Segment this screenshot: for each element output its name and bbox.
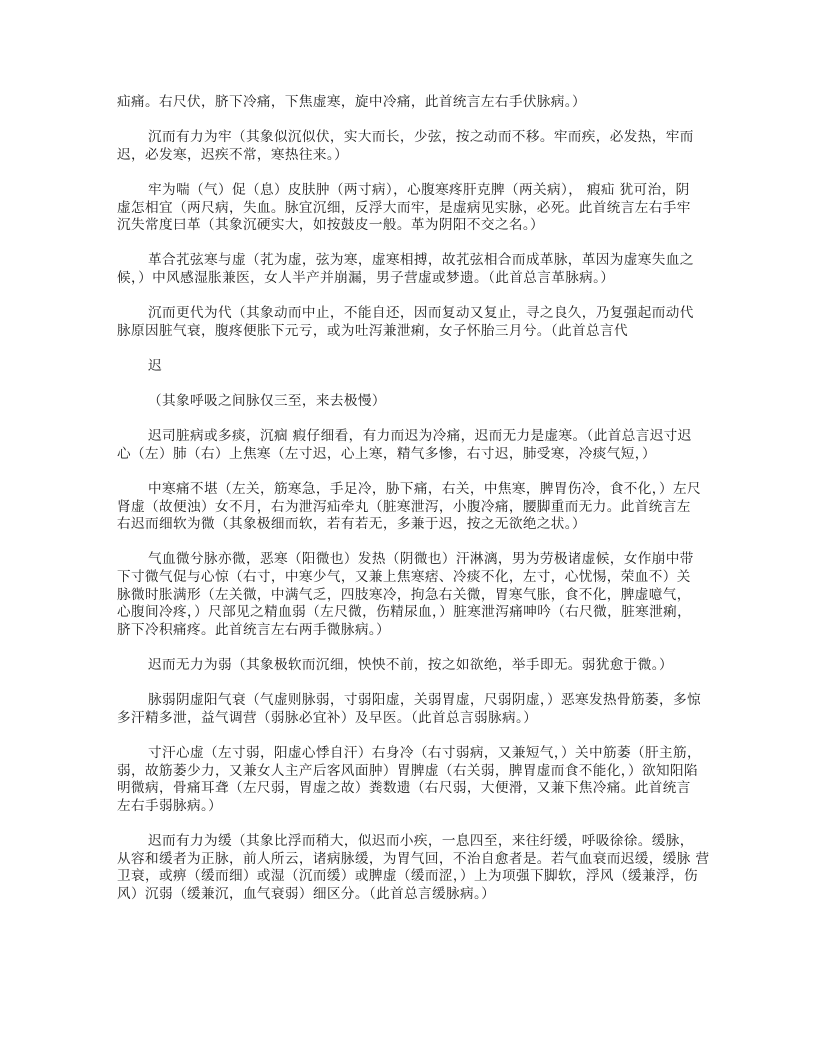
paragraph (117, 358, 707, 376)
text-line: 沉而更代为代（其象动而中止，不能自还，因而复动又复止，寻之良久，乃复强起而动代 (148, 305, 694, 322)
paragraph (117, 657, 707, 675)
text-line: 虚怎相宜（两尺病，失血。脉宜沉细，反浮大而牢，是虚病见实脉，必死。此首统言左右手牢 (117, 199, 691, 216)
text-line: 沉而有力为牢（其象似沉似伏，实大而长，少弦，按之动而不移。牢而疾，必发热，牢而 (148, 129, 694, 146)
text-line: 右迟而细软为微（其象极细而软，若有若无，多兼于迟，按之无欲绝之状。） (117, 516, 586, 533)
text-line: 左右手弱脉病。） (117, 797, 223, 814)
text-line: 从容和缓者为正脉，前人所云，诸病脉缓，为胃气回，不治自愈者是。若气血衰而迟缓，缓脉 营 (117, 850, 710, 867)
text-line: 肾虚（故便浊）女不月，右为泄泻疝牵丸（脏寒泄泻，小腹冷痛，腰脚重而无力。此首统言左 (117, 498, 691, 515)
text-line: 明微病，骨痛耳聋（左尺弱，胃虚之故）粪数遗（右尺弱，大便滑，又兼下焦冷痛。此首统言 (117, 780, 691, 797)
text-line: 迟司脏病或多痰，沉痼 瘕仔细看，有力而迟为冷痛，迟而无力是虚寒。（此首总言迟寸迟 (148, 428, 692, 445)
text-line: 气血微兮脉亦微，恶寒（阳微也）发热（阴微也）汗淋漓，男为劳极诸虚候，女作崩中带 (148, 551, 694, 568)
text-line: 牢为喘（气）促（息）皮肤肿（两寸病），心腹寒疼肝克脾（两关病）， 瘕疝 犹可治，阴 (148, 181, 690, 198)
text-line: 迟而无力为弱（其象极软而沉细，怏怏不前，按之如欲绝，举手即无。弱犹愈于微。） (148, 657, 673, 673)
text-line: 下寸微气促与心惊（右寸，中寒少气，又兼上焦寒痞、冷痰不化，左寸，心忧惕，荣血不）关 (117, 569, 691, 586)
text-line: 多汗精多泄，益气调营（弱脉必宜补）及早医。（此首总言弱脉病。） (117, 709, 538, 726)
text-line: 迟而有力为缓（其象比浮而稍大，似迟而小疾，一息四至，来往纡缓，呼吸徐徐。缓脉， (148, 832, 694, 849)
text-line: 中寒痛不堪（左关，筋寒急，手足冷，胁下痛，右关，中焦寒，脾胃伤冷，食不化，）左尺 (148, 481, 701, 498)
paragraph (117, 393, 707, 411)
paragraph (117, 428, 707, 463)
text-line: 沉失常度曰革（其象沉硬实大，如按鼓皮一般。革为阴阳不交之名。） (117, 217, 545, 234)
text-line: 革合芤弦寒与虚（芤为虚，弦为寒，虚寒相搏，故芤弦相合而成革脉，革因为虚寒失血之 (148, 252, 694, 269)
text-line: 脐下冷积痛疼。此首统言左右两手微脉病。） (117, 621, 391, 638)
paragraph (117, 745, 707, 815)
text-line: 心腹间冷疼，）尺部见之精血弱（左尺微，伤精尿血，）脏寒泄泻痛呻吟（右尺微，脏寒泄痢， (117, 604, 692, 621)
paragraph (117, 832, 710, 903)
document-page (117, 94, 710, 921)
paragraph (117, 252, 707, 287)
paragraph (117, 551, 707, 639)
text-line: 迟 (148, 357, 162, 374)
paragraph (117, 305, 707, 340)
text-line: 脉原因脏气衰，腹疼便胀下元亏，或为吐泻兼泄痢，女子怀胎三月兮。（此首总言代 (117, 322, 628, 339)
text-line: （其象呼吸之间脉仅三至，来去极慢） (148, 393, 386, 410)
paragraph (117, 182, 707, 235)
text-line: 心（左）肺（右）上焦寒（左寸迟，心上寒，精气多惨，右寸迟，肺受寒，冷痰气短，） (117, 445, 656, 462)
text-line: 脉微时胀满形（左关微，中满气乏，四肢寒冷，拘急右关微，胃寒气胀，食不化，脾虚噫气， (117, 586, 691, 603)
paragraph (117, 129, 707, 164)
text-line: 脉弱阴虚阳气衰（气虚则脉弱，寸弱阳虚，关弱胃虚，尺弱阴虚，）恶寒发热骨筋萎，多惊 (148, 692, 701, 709)
text-line: 候，）中风感湿胀兼医，女人半产并崩漏，男子营虚或梦遗。（此首总言革脉病。） (117, 269, 615, 286)
paragraph (117, 481, 707, 534)
text-line: 疝痛。右尺伏，脐下冷痛，下焦虚寒，旋中冷痛，此首统言左右手伏脉病。） (117, 94, 586, 110)
text-line: 风）沉弱（缓兼沉，血气衰弱）细区分。（此首总言缓脉病。） (117, 885, 496, 902)
text-line: 弱，故筋萎少力，又兼女人主产后客风面肿）胃脾虚（右关弱，脾胃虚而食不能化，）欲知阳陷 (117, 762, 698, 779)
text-line: 卫衰，或痹（缓而细）或湿（沉而缓）或脾虚（缓而涩，）上为项强下脚软，浮风（缓兼浮，伤 (117, 868, 698, 885)
paragraph (117, 692, 707, 727)
paragraph (117, 94, 707, 112)
text-line: 寸汗心虚（左寸弱，阳虚心悸自汗）右身冷（右寸弱病，又兼短气，）关中筋萎（肝主筋， (148, 744, 701, 761)
text-line: 迟，必发寒，迟疾不常，寒热往来。） (117, 146, 349, 163)
